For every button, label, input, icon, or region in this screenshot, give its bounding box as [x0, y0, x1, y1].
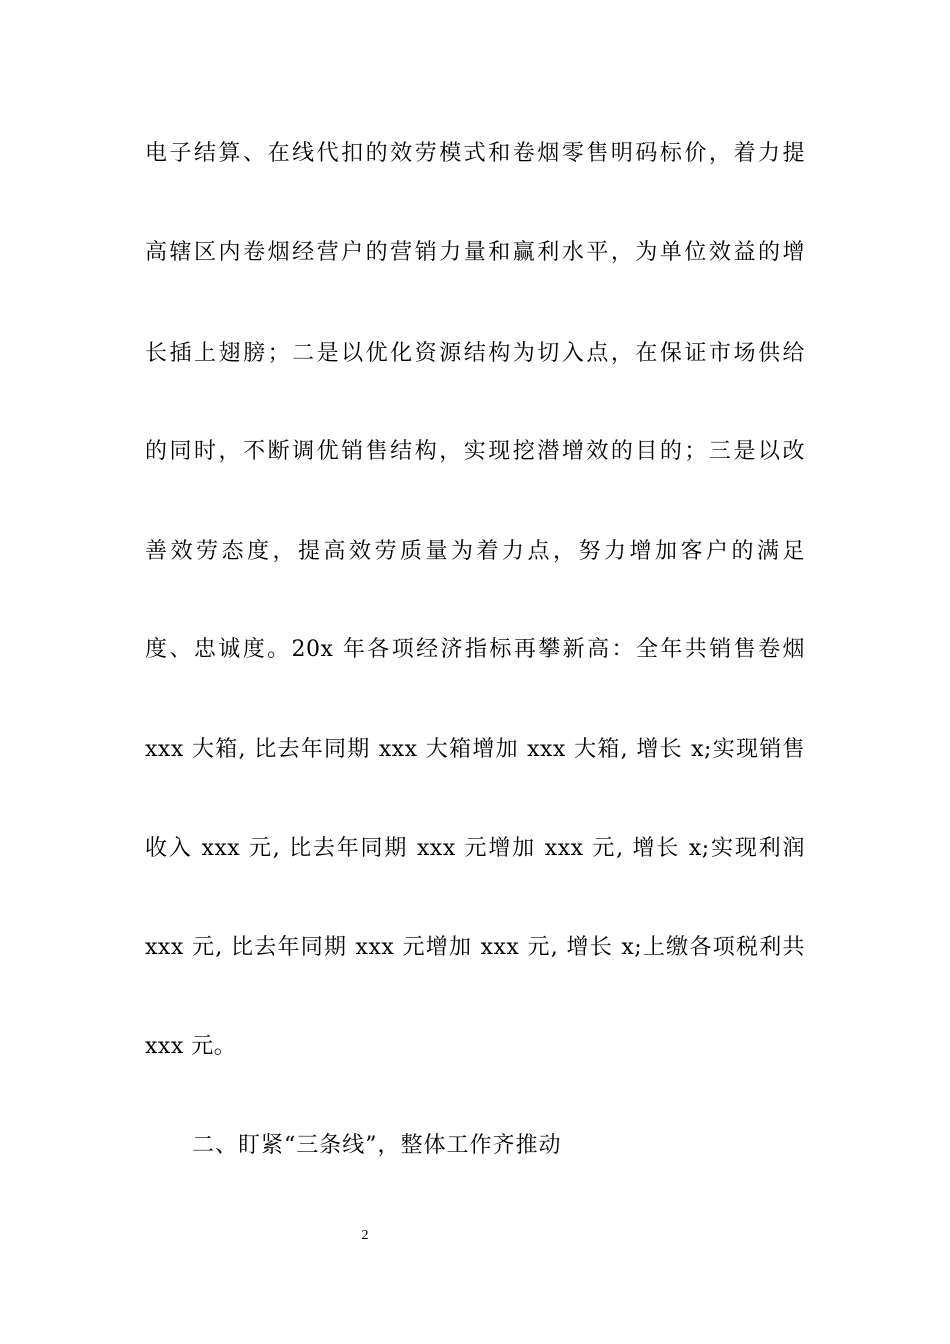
paragraph-line-9: xxx 元, 比去年同期 xxx 元增加 xxx 元, 增长 x;上缴各项税利共	[145, 935, 805, 960]
paragraph-line-10: xxx 元。	[145, 1034, 237, 1059]
paragraph-line-3: 长插上翅膀；二是以优化资源结构为切入点，在保证市场供给	[145, 341, 805, 366]
paragraph-line-8: 收入 xxx 元, 比去年同期 xxx 元增加 xxx 元, 增长 x;实现利润	[145, 836, 805, 861]
paragraph-line-1: 电子结算、在线代扣的效劳模式和卷烟零售明码标价，着力提	[145, 141, 805, 166]
paragraph-line-7: xxx 大箱, 比去年同期 xxx 大箱增加 xxx 大箱, 增长 x;实现销售	[145, 737, 805, 762]
section-heading: 二、盯紧“三条线”，整体工作齐推动	[192, 1133, 562, 1158]
paragraph-line-6: 度、忠诚度。20x 年各项经济指标再攀新高：全年共销售卷烟	[145, 637, 805, 662]
page-number: 2	[361, 1228, 369, 1243]
paragraph-line-4: 的同时，不断调优销售结构，实现挖潜增效的目的；三是以改	[145, 439, 805, 464]
paragraph-line-5: 善效劳态度，提高效劳质量为着力点，努力增加客户的满足	[145, 539, 805, 564]
paragraph-line-2: 高辖区内卷烟经营户的营销力量和赢利水平，为单位效益的增	[145, 240, 805, 265]
